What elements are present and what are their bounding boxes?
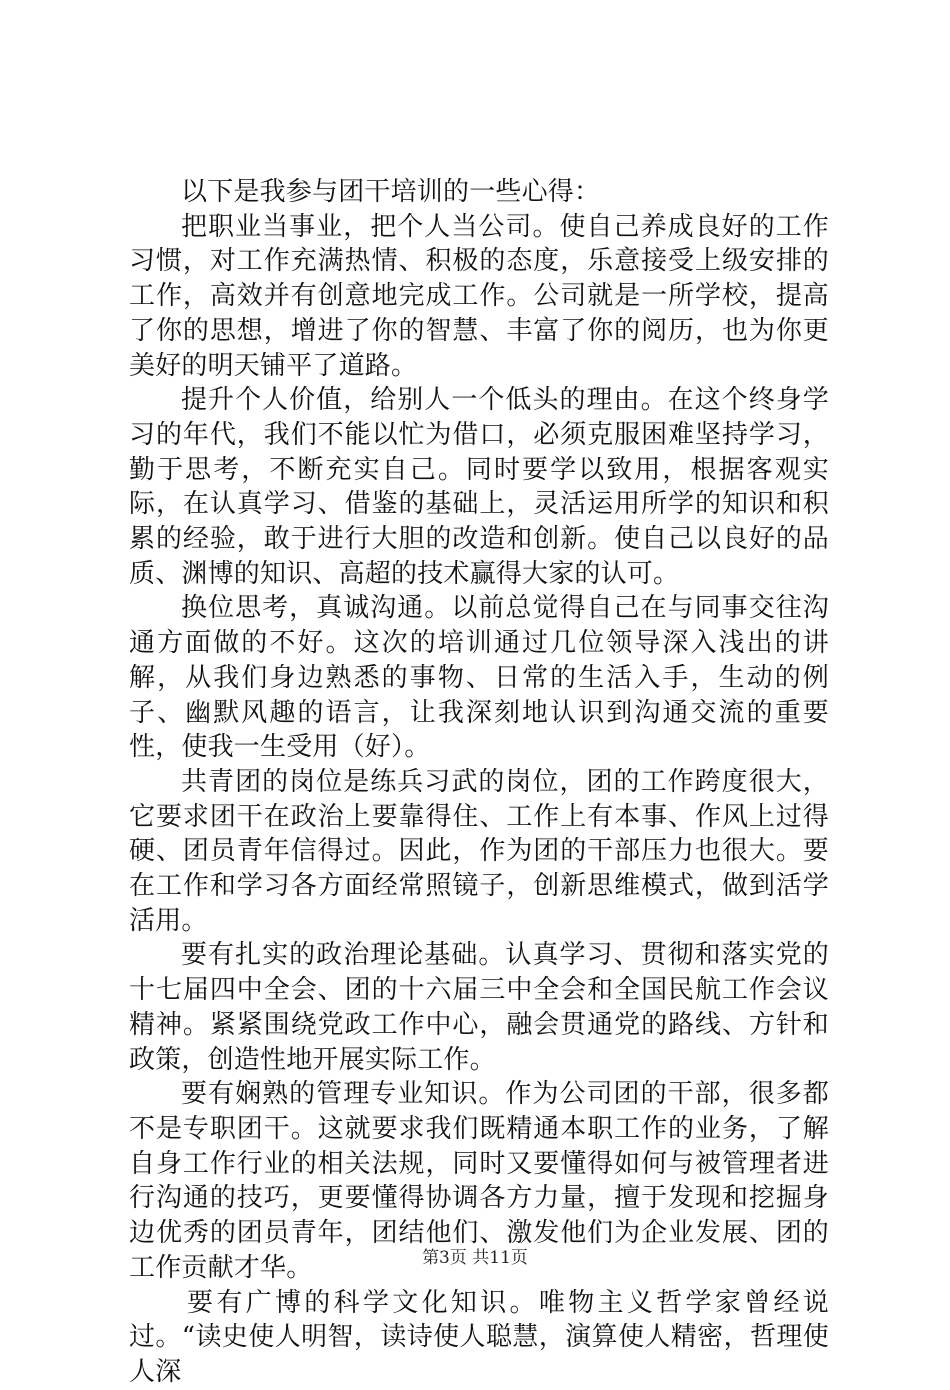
page-number-footer: 第3页 共11页 <box>422 1248 528 1268</box>
paragraph-league-post: 共青团的岗位是练兵习武的岗位，团的工作跨度很大，它要求团干在政治上要靠得住、工作上有本事、作风上过得硬、团员青年信得过。因此，作为团的干部压力也很大。要在工作和学习各方面经常照镜子，创新思维模式，做到活学活用。 <box>129 766 829 936</box>
document-body <box>129 175 829 1390</box>
paragraph-career: 把职业当事业，把个人当公司。使自己养成良好的工作习惯，对工作充满热情、积极的态度，乐意接受上级安排的工作，高效并有创意地完成工作。公司就是一所学校，提高了你的思想，增进了你的智慧、丰富了你的阅历，也为你更美好的明天铺平了道路。 <box>129 211 829 381</box>
paragraph-management-knowledge: 要有娴熟的管理专业知识。作为公司团的干部，很多都不是专职团干。这就要求我们既精通本职工作的业务，了解自身工作行业的相关法规，同时又要懂得如何与被管理者进行沟通的技巧，更要懂得协调各方力量，擅于发现和挖掘身边优秀的团员青年，团结他们、激发他们为企业发展、团的工作贡献才华。 <box>129 1079 829 1283</box>
paragraph-political-theory: 要有扎实的政治理论基础。认真学习、贯彻和落实党的十七届四中全会、团的十六届三中全会和全国民航工作会议精神。紧紧围绕党政工作中心，融会贯通党的路线、方针和政策，创造性地开展实际工作。 <box>129 940 829 1075</box>
paragraph-personal-value: 提升个人价值，给别人一个低头的理由。在这个终身学习的年代，我们不能以忙为借口，必须克服困难坚持学习，勤于思考，不断充实自己。同时要学以致用，根据客观实际，在认真学习、借鉴的基础上，灵活运用所学的知识和积累的经验，敢于进行大胆的改造和创新。使自己以良好的品质、渊博的知识、高超的技术赢得大家的认可。 <box>129 385 829 589</box>
paragraph-communication: 换位思考，真诚沟通。以前总觉得自己在与同事交往沟通方面做的不好。这次的培训通过几位领导深入浅出的讲解，从我们身边熟悉的事物、日常的生活入手，生动的例子、幽默风趣的语言，让我深刻地认识到沟通交流的重要性，使我一生受用（好）。 <box>129 593 829 763</box>
paragraph-intro: 以下是我参与团干培训的一些心得： <box>181 177 601 207</box>
paragraph-science-culture: 要有广博的科学文化知识。唯物主义哲学家曾经说过。“读史使人明智，读诗使人聪慧，演算使人精密，哲理使人深 <box>129 1287 829 1387</box>
